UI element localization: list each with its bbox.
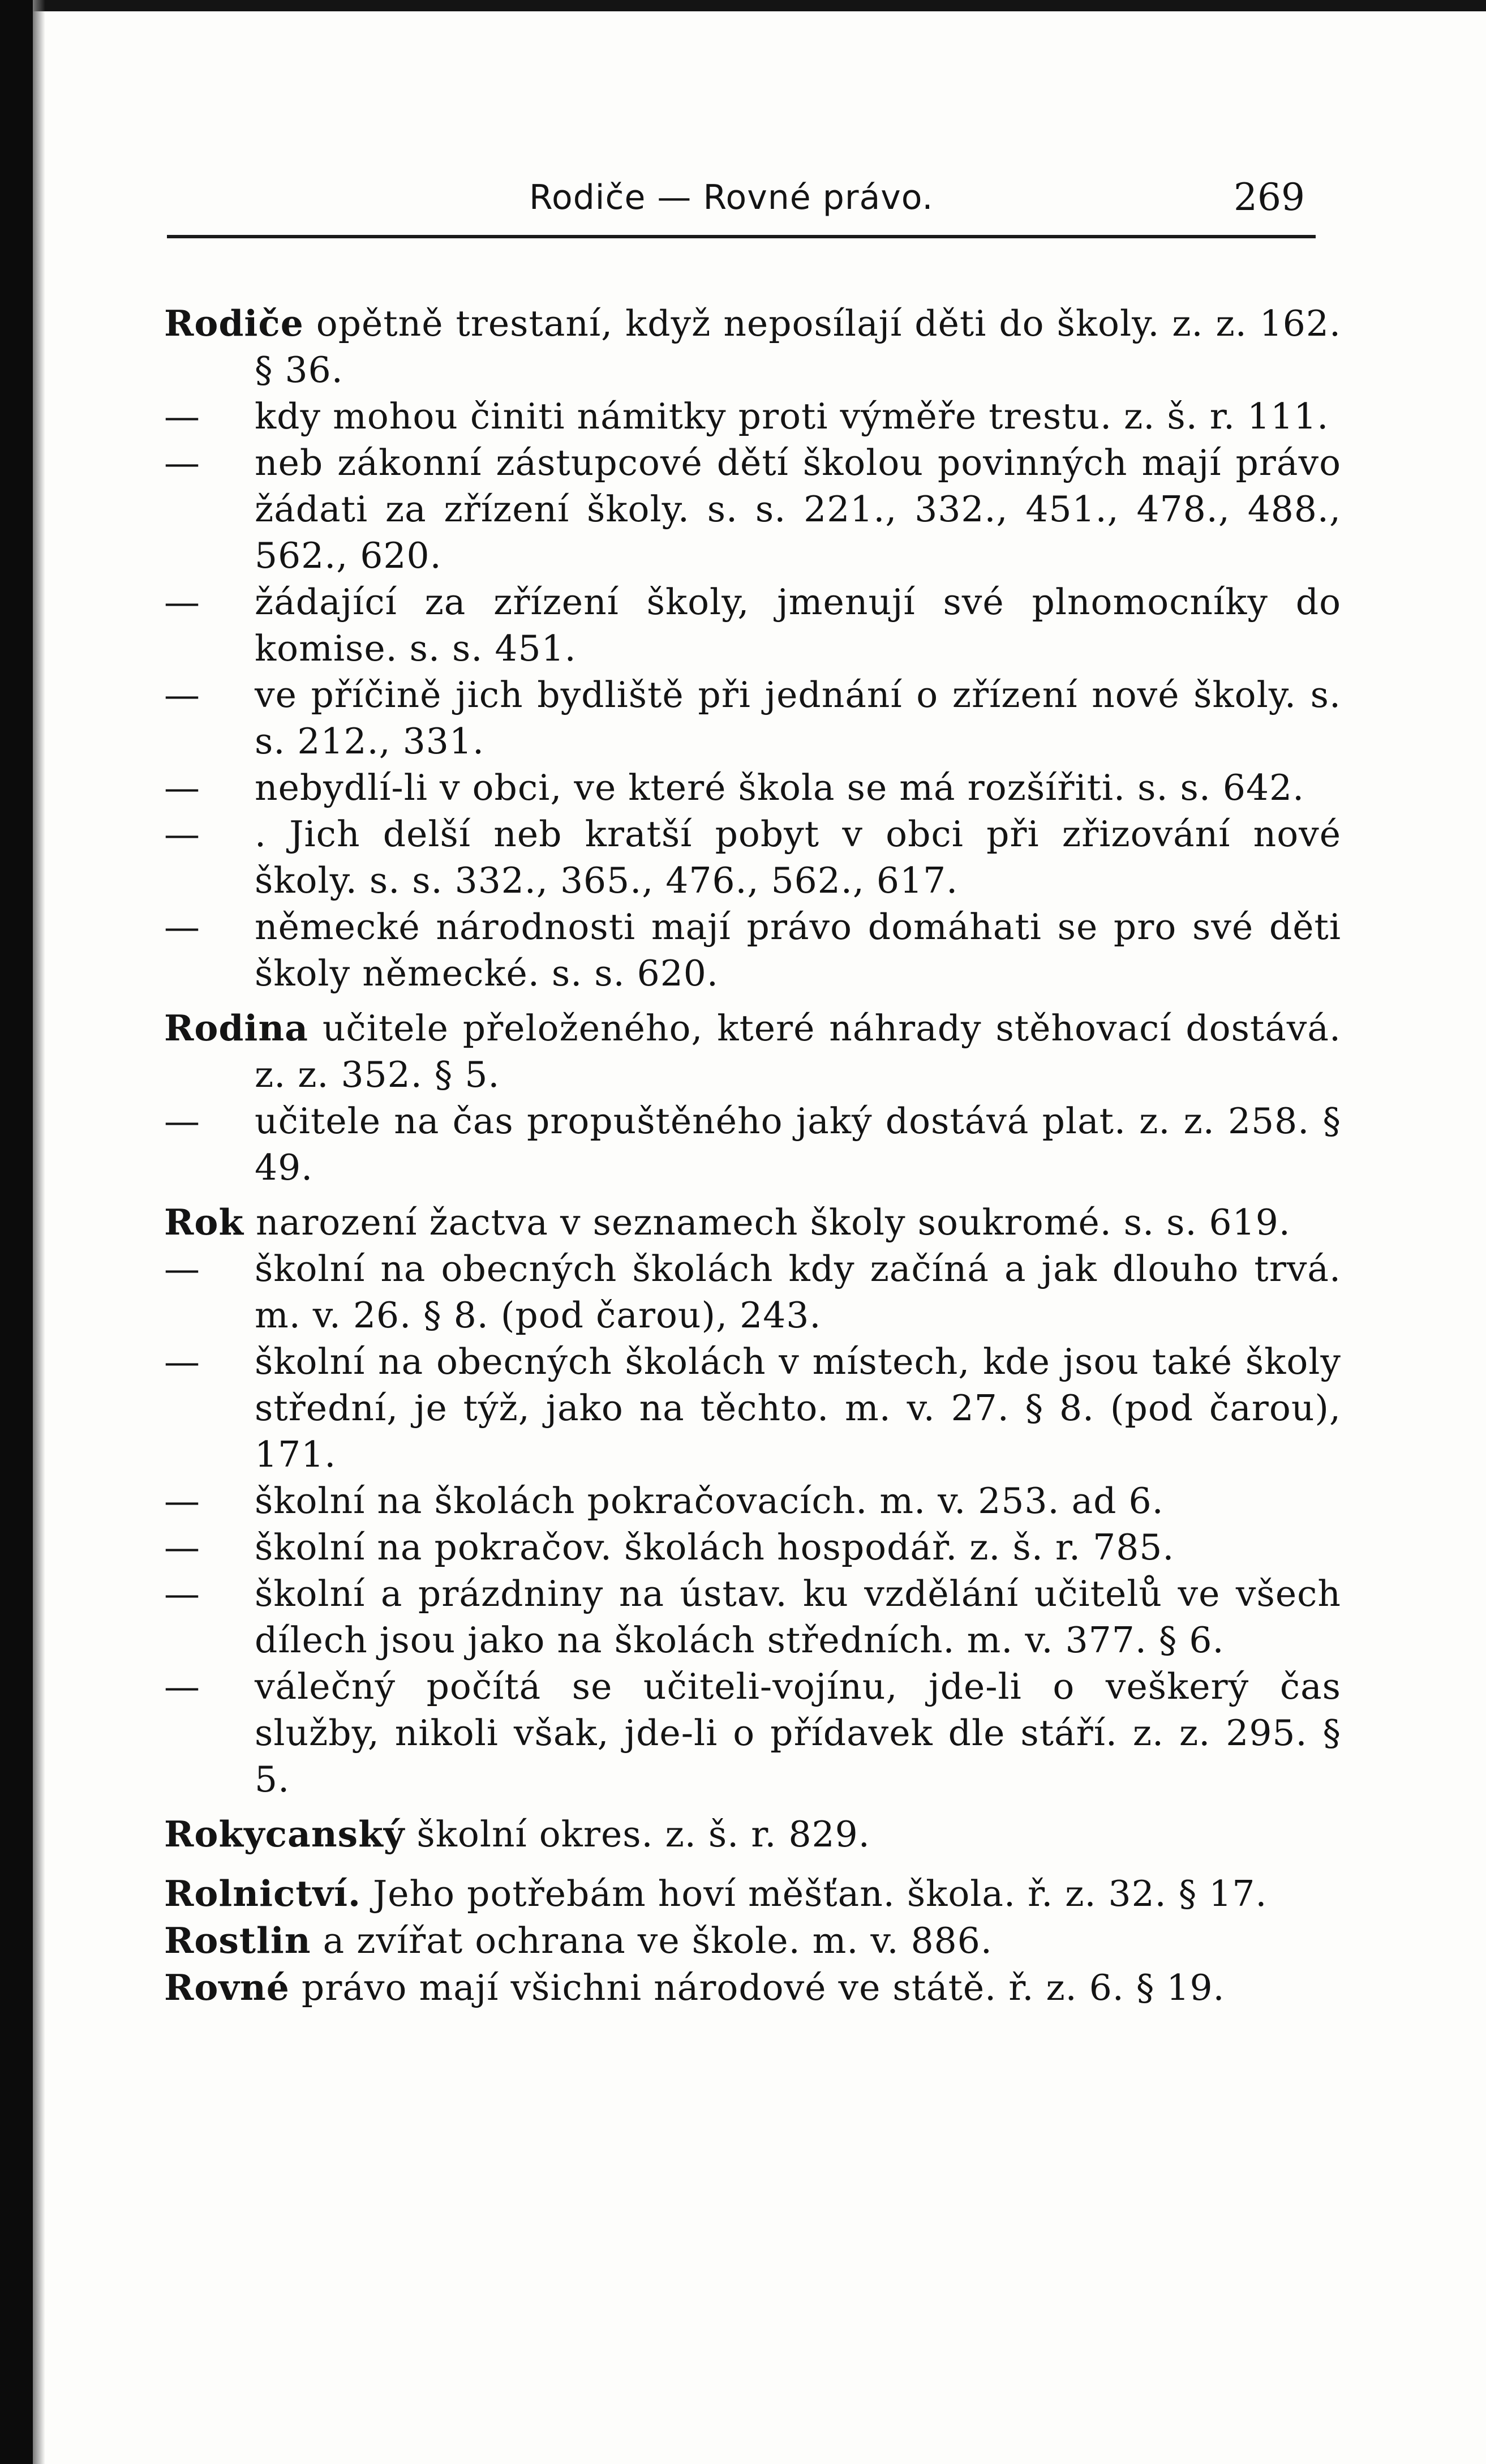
index-subentry [164,1246,1341,1339]
entry-headword: Rovné [164,1966,290,2008]
entry-text: ve příčině jich bydliště při jednání o zřízení nové školy. s. s. 212., 331. [255,674,1341,762]
entry-dash: — [164,813,200,855]
entry-dash: — [164,1100,200,1142]
header-rule [167,235,1316,238]
entry-dash: — [164,1248,200,1289]
binding-edge [0,0,33,2464]
index-subentry [164,1339,1341,1478]
index-subentry [164,765,1341,811]
entry-dash: — [164,1666,200,1707]
entry-text: školní okres. z. š. r. 829. [405,1814,870,1855]
entry-headword: Rostlin [164,1919,311,1961]
index-entry [164,1870,1341,1917]
entry-text: kdy mohou činiti námitky proti výměře trestu. z. š. r. 111. [255,396,1329,437]
entry-text: Jeho potřebám hoví měšťan. škola. ř. z. 32. § 17. [360,1873,1268,1914]
entry-dash: — [164,767,200,808]
index-subentry [164,440,1341,579]
entry-headword: Rolnictví. [164,1872,361,1914]
index-entry [164,1811,1341,1858]
entry-headword: Rodiče [164,302,304,344]
binding-shadow [33,0,45,2464]
entry-text: školní na školách pokračovacích. m. v. 253. ad 6. [255,1480,1164,1522]
entry-text: učitele přeloženého, které náhrady stěhovací dostává. z. z. 352. § 5. [255,1008,1341,1095]
entry-text: žádající za zřízení školy, jmenují své plnomocníky do komise. s. s. 451. [255,581,1341,669]
index-entry [164,1917,1341,1964]
entry-text: opětně trestaní, když neposílají děti do školy. z. z. 162. § 36. [255,303,1341,391]
entry-dash: — [164,1573,200,1614]
entry-dash: — [164,1480,200,1522]
entry-headword: Rodina [164,1007,308,1049]
index-subentry [164,811,1341,904]
index-subentry [164,1098,1341,1191]
index-subentry [164,1478,1341,1524]
entry-dash: — [164,396,200,437]
entry-dash: — [164,1527,200,1568]
index-entry [164,1005,1341,1098]
index-subentry [164,579,1341,672]
index-subentry [164,672,1341,765]
entry-text: a zvířat ochrana ve škole. m. v. 886. [311,1920,993,1961]
entry-dash: — [164,906,200,948]
entry-text: školní a prázdniny na ústav. ku vzdělání učitelů ve všech dílech jsou jako na školách středních. m. v. 377. § 6. [255,1573,1341,1661]
entry-text: narození žactva v seznamech školy soukromé. s. s. 619. [244,1202,1291,1243]
entry-dash: — [164,1341,200,1382]
entry-text: válečný počítá se učiteli-vojínu, jde-li o veškerý čas služby, nikoli však, jde-li o přídavek dle stáří. z. z. 295. § 5. [255,1666,1341,1800]
entry-text: učitele na čas propuštěného jaký dostává plat. z. z. 258. § 49. [255,1100,1341,1188]
entry-text: školní na obecných školách kdy začíná a jak dlouho trvá. m. v. 26. § 8. (pod čarou), 243. [255,1248,1341,1336]
entry-headword: Rok [164,1201,244,1243]
entry-text: . Jich delší neb kratší pobyt v obci při zřizování nové školy. s. s. 332., 365., 476., 562., 617. [255,813,1341,901]
entry-dash: — [164,581,200,623]
entry-text: německé národnosti mají právo domáhati se pro své děti školy německé. s. s. 620. [255,906,1341,994]
entry-text: nebydlí-li v obci, ve které škola se má rozšířiti. s. s. 642. [255,767,1305,808]
entry-text: školní na obecných školách v místech, kde jsou také školy střední, je týž, jako na těchto. m. v. 27. § 8. (pod čarou), 171. [255,1341,1341,1475]
index-entries [164,300,1341,2011]
page-number: 269 [1234,175,1305,219]
index-subentry [164,1571,1341,1664]
entry-text: právo mají všichni národové ve státě. ř. z. 6. § 19. [289,1967,1225,2008]
index-entry [164,1199,1341,1246]
index-subentry [164,393,1341,440]
entry-headword: Rokycanský [164,1813,405,1855]
index-entry [164,1964,1341,2011]
entry-text: školní na pokračov. školách hospodář. z. š. r. 785. [255,1527,1175,1568]
index-subentry [164,1524,1341,1571]
page-header [0,170,1486,226]
running-title: Rodiče — Rovné právo. [529,178,934,217]
entry-dash: — [164,674,200,715]
index-subentry [164,904,1341,997]
entry-text: neb zákonní zástupcové dětí školou povinných mají právo žádati za zřízení školy. s. s. 221., 332., 451., 478., 488., 562., 620. [255,442,1341,576]
index-entry [164,300,1341,393]
entry-dash: — [164,442,200,483]
index-subentry [164,1664,1341,1803]
page-top-edge [0,0,1486,11]
